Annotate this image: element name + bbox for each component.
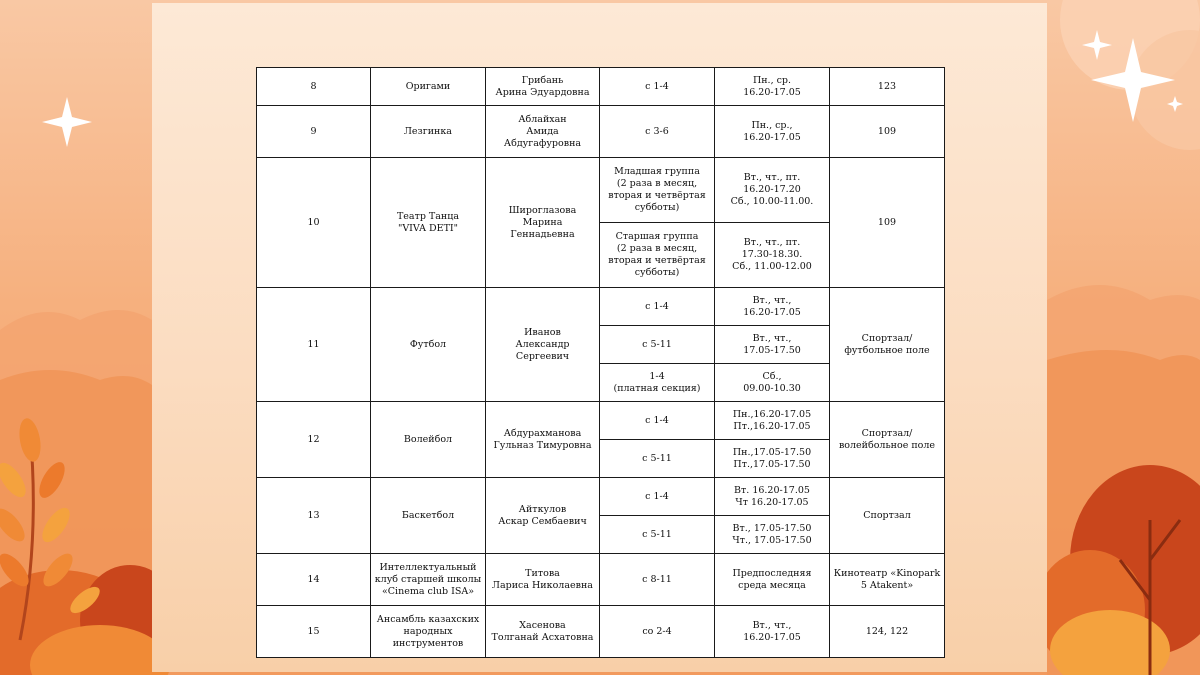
location-cell	[830, 288, 945, 402]
teacher-cell	[486, 106, 600, 158]
row-number-cell: 12	[257, 402, 371, 478]
row-number-cell: 15	[257, 606, 371, 658]
cell-text-line: (платная секция)	[613, 382, 701, 394]
cell-text-line: Амида	[526, 125, 559, 137]
club-name-cell	[371, 68, 486, 106]
grade-cell	[600, 606, 715, 658]
schedule-time-cell	[715, 364, 830, 402]
cell-text-line: Спортзал/	[861, 332, 913, 344]
cell-text-line: Сергеевич	[515, 350, 570, 362]
cell-text-line: 16.20-17.05	[743, 631, 801, 643]
cell-text-line: волейбольное поле	[838, 439, 936, 451]
schedule-time-cell	[715, 106, 830, 158]
grade-cell	[600, 478, 715, 516]
location-cell	[830, 554, 945, 606]
location-cell	[830, 402, 945, 478]
cell-text-line: Лезгинка	[404, 125, 452, 137]
schedule-time-cell	[715, 326, 830, 364]
cell-text-line: 09.00-10.30	[743, 382, 801, 394]
cell-text-line: «Cinema club ISA»	[381, 585, 475, 597]
cell-text-line: 17.05-17.50	[743, 344, 801, 356]
table-row	[257, 402, 945, 440]
table-row	[257, 106, 945, 158]
schedule-time-cell	[715, 288, 830, 326]
cell-text-line: (2 раза в месяц,	[616, 243, 698, 254]
cell-text-line: Волейбол	[403, 433, 453, 445]
cell-text-line: Толганай Асхатовна	[491, 631, 594, 643]
cell-text-line: 124, 122	[865, 625, 909, 637]
grade-cell	[600, 68, 715, 106]
cell-text-line: с 1-4	[645, 490, 669, 502]
cell-text-line: субботы)	[634, 267, 680, 278]
cell-text-line: клуб старшей школы	[374, 573, 482, 585]
cell-text-line: Предпоследняя	[732, 567, 812, 579]
cell-text-line: Вт., чт.,	[752, 619, 792, 631]
cell-text-line: Старшая группа	[615, 231, 699, 242]
cell-text-line: Абдурахманова	[503, 427, 582, 439]
location-cell	[830, 478, 945, 554]
row-number-cell: 8	[257, 68, 371, 106]
row-number-cell: 14	[257, 554, 371, 606]
cell-text-line: с 1-4	[645, 300, 669, 312]
cell-text-line: Александр	[515, 338, 570, 350]
cell-text-line: 109	[877, 125, 897, 137]
cell-text-line: Айткулов	[518, 503, 567, 515]
location-cell	[830, 68, 945, 106]
club-name-cell	[371, 288, 486, 402]
cell-text-line: вторая и четвёртая	[608, 190, 706, 201]
cell-text-line: Титова	[525, 567, 560, 579]
cell-text-line: 123	[877, 80, 897, 92]
cell-text-line: Пн.,16.20-17.05	[732, 408, 812, 420]
teacher-cell	[486, 554, 600, 606]
cell-text-line: Арина Эдуардовна	[495, 86, 590, 98]
cell-text-line: "VIVA DETI"	[397, 222, 459, 234]
cell-text-line: Широглазова	[508, 204, 577, 216]
grade-cell	[600, 516, 715, 554]
teacher-cell	[486, 158, 600, 288]
cell-text-line: Пт.,17.05-17.50	[733, 458, 811, 470]
cell-text-line: футбольное поле	[844, 344, 930, 356]
cell-text-line: 16.20-17.20	[743, 184, 801, 195]
cell-text-line: Чт 16.20-17.05	[735, 496, 809, 508]
grade-cell	[600, 106, 715, 158]
cell-text-line: Вт., чт., пт.	[743, 172, 801, 183]
location-cell	[830, 158, 945, 288]
teacher-cell	[486, 288, 600, 402]
cell-text-line: с 5-11	[642, 338, 672, 350]
location-cell	[830, 606, 945, 658]
cell-text-line: Оригами	[405, 80, 451, 92]
cell-text-line: Футбол	[409, 338, 447, 350]
cell-text-line: Марина Геннадьевна	[510, 216, 575, 240]
cell-text-line: 1-4	[649, 370, 665, 382]
schedule-time-cell	[715, 402, 830, 440]
grade-cell	[600, 158, 715, 223]
cell-text-line: Аблайхан	[518, 113, 567, 125]
grade-cell	[600, 326, 715, 364]
cell-text-line: с 5-11	[642, 528, 672, 540]
row-number-cell: 10	[257, 158, 371, 288]
cell-text-line: народных	[403, 625, 453, 637]
grade-cell	[600, 364, 715, 402]
row-number-cell: 13	[257, 478, 371, 554]
table-row	[257, 158, 945, 223]
schedule-time-cell	[715, 440, 830, 478]
teacher-cell	[486, 402, 600, 478]
cell-text-line: Аскар Сембаевич	[498, 515, 587, 527]
grade-cell	[600, 554, 715, 606]
club-name-cell	[371, 554, 486, 606]
cell-text-line: Вт., чт.,	[752, 332, 792, 344]
grade-cell	[600, 288, 715, 326]
cell-text-line: Сб., 10.00-11.00.	[730, 196, 814, 207]
cell-text-line: субботы)	[634, 202, 680, 213]
cell-text-line: Пн.,17.05-17.50	[732, 446, 812, 458]
cell-text-line: Сб., 11.00-12.00	[732, 261, 812, 272]
teacher-cell	[486, 606, 600, 658]
cell-text-line: (2 раза в месяц,	[616, 178, 698, 189]
table-row	[257, 606, 945, 658]
grade-cell	[600, 402, 715, 440]
cell-text-line: Абдугафуровна	[503, 137, 582, 149]
club-name-cell	[371, 478, 486, 554]
cell-text-line: с 3-6	[645, 125, 669, 137]
cell-text-line: Ансамбль казахских	[376, 613, 480, 625]
cell-text-line: Спортзал/	[861, 427, 913, 439]
table-row	[257, 554, 945, 606]
cell-text-line: Вт., чт.,	[752, 294, 792, 306]
schedule-time-cell	[715, 223, 830, 288]
cell-text-line: Баскетбол	[401, 509, 455, 521]
cell-text-line: 109	[877, 216, 897, 228]
cell-text-line: вторая и четвёртая	[608, 255, 706, 266]
cell-text-line: Сб.,	[762, 370, 782, 382]
schedule-time-cell	[715, 478, 830, 516]
cell-text-line: Чт., 17.05-17.50	[732, 534, 812, 546]
table-row	[257, 478, 945, 516]
cell-text-line: Гульназ Тимуровна	[493, 439, 592, 451]
cell-text-line: 16.20-17.05	[743, 306, 801, 318]
cell-text-line: Театр Танца	[396, 210, 460, 222]
schedule-table	[256, 67, 945, 658]
cell-text-line: Лариса Николаевна	[492, 579, 593, 591]
cell-text-line: с 5-11	[642, 452, 672, 464]
club-name-cell	[371, 402, 486, 478]
cell-text-line: с 8-11	[642, 573, 672, 585]
row-number-cell: 9	[257, 106, 371, 158]
cell-text-line: со 2-4	[642, 625, 672, 637]
cell-text-line: Спортзал	[863, 509, 911, 521]
cell-text-line: Пн., ср.,	[751, 119, 793, 131]
cell-text-line: инструментов	[392, 637, 464, 649]
cell-text-line: Кинотеатр «Kinopark	[833, 567, 941, 579]
cell-text-line: Интеллектуальный	[379, 561, 477, 573]
teacher-cell	[486, 68, 600, 106]
schedule-time-cell	[715, 158, 830, 223]
row-number-cell: 11	[257, 288, 371, 402]
club-name-cell	[371, 158, 486, 288]
teacher-cell	[486, 478, 600, 554]
cell-text-line: Иванов	[524, 326, 561, 338]
cell-text-line: Младшая группа	[614, 166, 700, 177]
schedule-time-cell	[715, 516, 830, 554]
cell-text-line: Пт.,16.20-17.05	[733, 420, 811, 432]
location-cell	[830, 106, 945, 158]
cell-text-line: Пн., ср.	[752, 74, 792, 86]
schedule-time-cell	[715, 606, 830, 658]
table-row	[257, 288, 945, 326]
cell-text-line: Хасенова	[519, 619, 566, 631]
grade-cell	[600, 440, 715, 478]
table-row	[257, 68, 945, 106]
club-name-cell	[371, 606, 486, 658]
cell-text-line: среда месяца	[738, 579, 806, 591]
cell-text-line: Грибань	[521, 74, 564, 86]
club-name-cell	[371, 106, 486, 158]
cell-text-line: 5 Atakent»	[860, 579, 914, 591]
cell-text-line: с 1-4	[645, 414, 669, 426]
cell-text-line: 17.30-18.30.	[741, 249, 803, 260]
cell-text-line: с 1-4	[645, 80, 669, 92]
grade-cell	[600, 223, 715, 288]
schedule-time-cell	[715, 554, 830, 606]
cell-text-line: 16.20-17.05	[743, 131, 801, 143]
cell-text-line: Вт. 16.20-17.05	[734, 484, 810, 496]
cell-text-line: Вт., чт., пт.	[743, 237, 801, 248]
sparkle-icon	[42, 97, 92, 147]
cell-text-line: Вт., 17.05-17.50	[732, 522, 812, 534]
schedule-time-cell	[715, 68, 830, 106]
cell-text-line: 16.20-17.05	[743, 86, 801, 98]
